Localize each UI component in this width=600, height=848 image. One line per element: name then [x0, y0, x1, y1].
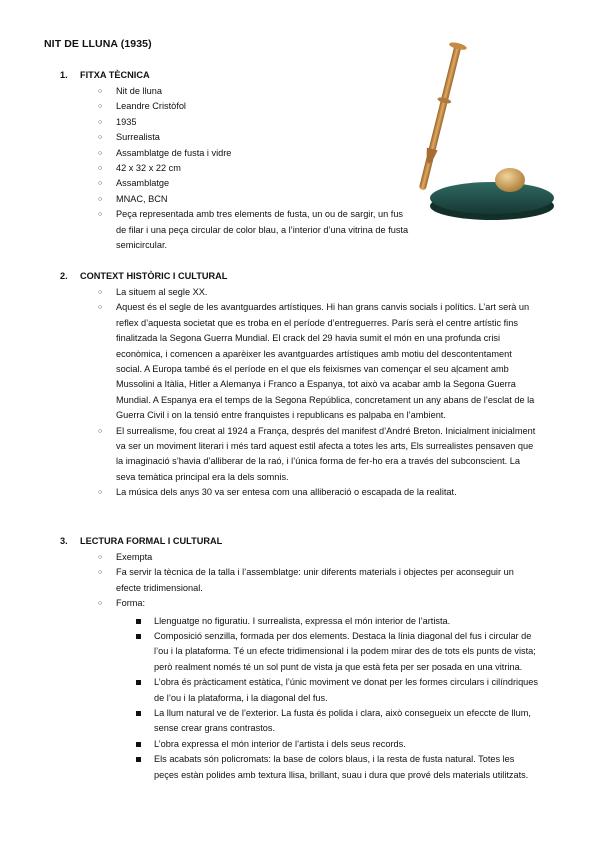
sublist-item: Composició senzilla, formada per dos elements. Destaca la línia diagonal del fus i circular de l’ou i la plataforma. Té un efecte tridimensional i la podem mirar des de tots els punts de vista; però realment només té un sol punt de vista ja que està feta per ser posada en una vitrina.	[134, 629, 538, 675]
page-title: NIT DE LLUNA (1935)	[44, 38, 152, 50]
section-2-list	[98, 285, 538, 501]
section-heading-text: LECTURA FORMAL I CULTURAL	[80, 536, 223, 546]
list-item: ○ La situem al segle XX.	[98, 285, 538, 300]
section-number: 3.	[60, 536, 68, 546]
list-item	[98, 596, 538, 783]
section-heading-text: FITXA TÈCNICA	[80, 70, 150, 80]
list-item: ○ Leandre Cristòfol	[98, 99, 410, 114]
list-item: ○ Exempta	[98, 550, 538, 565]
spindle	[413, 41, 467, 192]
form-sublist	[116, 614, 538, 783]
platform-base	[430, 182, 554, 214]
sublist-item: Llenguatge no figuratiu. I surrealista, expressa el món interior de l’artista.	[134, 614, 538, 629]
sublist-item: Els acabats són policromats: la base de colors blaus, i la resta de fusta natural. Totes les peçes estàn polides amb textura llisa, brillant, suau i dura que prové dels materials utilitzats.	[134, 752, 538, 783]
list-item: ○ MNAC, BCN	[98, 192, 410, 207]
list-item-label: Forma:	[116, 598, 146, 609]
list-item: ○ Nit de lluna	[98, 84, 410, 99]
list-item: ○ Assamblatge	[98, 176, 410, 191]
section-3-heading	[60, 536, 222, 546]
artwork-illustration	[400, 30, 560, 230]
list-item: ○ Fa servir la tècnica de la talla i l’assemblatge: unir diferents materials i objectes per aconseguir un efecte tridimensional.	[98, 565, 538, 596]
section-1-list	[98, 84, 410, 253]
list-item: ○ El surrealisme, fou creat al 1924 a França, després del manifest d’André Breton. Inicialment inicialment va ser un moviment literari i més tard aquest estil afecta a totes les arts, Els surrealistes pensaven que la imaginació s’havia d’alliberar de la raó, i l’única forma de fer-ho era a través del subconscient. La seva temàtica principal era la dels somnis.	[98, 424, 538, 486]
list-item: ○ 42 x 32 x 22 cm	[98, 161, 410, 176]
list-item: ○ Peça representada amb tres elements de fusta, un ou de sargir, un fus de filar i una peça circular de color blau, a l’interior d’una vitrina de fusta semicircular.	[98, 207, 410, 253]
sublist-item: L’obra és pràcticament estàtica, l’únic moviment ve donat per les formes circulars i cilíndriques de l’ou i la plataforma, i la diagonal del fus.	[134, 675, 538, 706]
list-item: ○ Aquest és el segle de les avantguardes artístiques. Hi han grans canvis socials i polítics. L’art serà un reflex d’aquesta societat que es troba en el període d’entreguerres. París serà el centre artístic fins finalitzada la Segona Guerra Mundial. El crack del 29 havia sumit el món en una profunda crisi econòmica, i comencen a aparèixer les avantguardes artístiques amb motiu del descontentament social. A Europa també és el període en el que els feixismes van començar el seu aļcament amb Mussolini a Itàlia, Hitler a Alemanya i Franco a Espanya, tot això va acabar amb la Segona Guerra Mundial. A Espanya era el temps de la Segona República, concretament un any abans de l’esclat de la Guerra Civil i on la tensió entre franquistes i republicans es palpaba en l’ambient.	[98, 300, 538, 423]
section-heading-text: CONTEXT HISTÒRIC I CULTURAL	[80, 271, 228, 281]
section-1-heading	[60, 70, 150, 80]
darning-egg	[495, 168, 525, 192]
sublist-item: L’obra expressa el món interior de l’artista i dels seus records.	[134, 737, 538, 752]
list-item: ○ La música dels anys 30 va ser entesa com una alliberació o escapada de la realitat.	[98, 485, 538, 500]
section-3-list	[98, 550, 538, 783]
list-item: ○ Assamblatge de fusta i vidre	[98, 146, 410, 161]
section-number: 1.	[60, 70, 68, 80]
sublist-item: La llum natural ve de l’exterior. La fusta és polida i clara, això consegueix un efeccte de llum, sense crear grans contrastos.	[134, 706, 538, 737]
section-2-heading	[60, 271, 227, 281]
list-item: ○ 1935	[98, 115, 410, 130]
list-item: ○ Surrealista	[98, 130, 410, 145]
section-number: 2.	[60, 271, 68, 281]
